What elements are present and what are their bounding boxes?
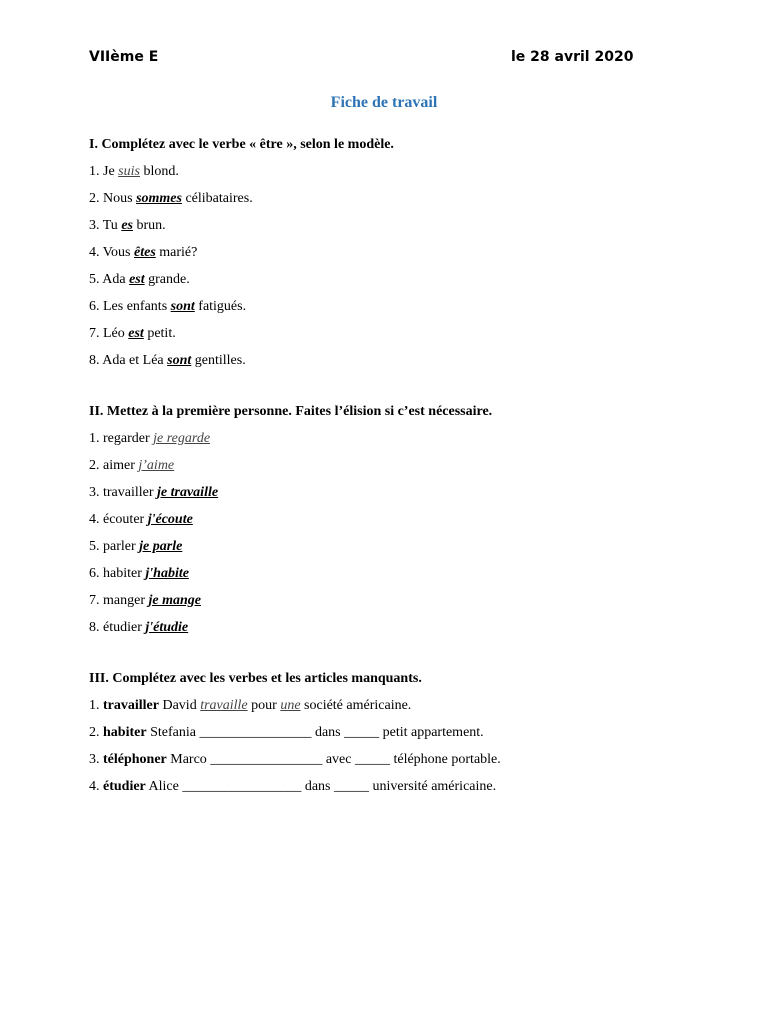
section-3-heading: III. Complétez avec les verbes et les articles manquants. bbox=[89, 671, 422, 686]
item-text: petit. bbox=[147, 326, 176, 341]
item-text: Les enfants bbox=[103, 299, 168, 314]
item-number: 4. bbox=[89, 245, 100, 260]
exercise-2-item bbox=[89, 429, 492, 456]
item-subject: David bbox=[162, 698, 197, 713]
answer-word: j'écoute bbox=[147, 512, 193, 527]
item-number: 3. bbox=[89, 218, 100, 233]
answer-word: suis bbox=[118, 164, 140, 179]
item-verb: regarder bbox=[103, 431, 150, 446]
class-label: VIIème E bbox=[89, 49, 159, 65]
verb-answer: travaille bbox=[200, 698, 248, 713]
exercise-2-item bbox=[89, 591, 492, 618]
item-text: Vous bbox=[102, 245, 131, 260]
item-text: grande. bbox=[148, 272, 190, 287]
item-text: dans bbox=[304, 779, 331, 794]
article-blank: _____ bbox=[354, 752, 390, 767]
item-text: Je bbox=[103, 164, 115, 179]
answer-word: est bbox=[129, 272, 145, 287]
exercise-1-item bbox=[89, 162, 394, 189]
item-number: 1. bbox=[89, 698, 100, 713]
item-text: Tu bbox=[102, 218, 118, 233]
item-number: 7. bbox=[89, 326, 100, 341]
answer-word: je regarde bbox=[153, 431, 211, 446]
item-verb: parler bbox=[103, 539, 136, 554]
exercise-1-item bbox=[89, 351, 394, 378]
item-text: dans bbox=[314, 725, 341, 740]
answer-word: je parle bbox=[139, 539, 183, 554]
item-number: 5. bbox=[89, 272, 100, 287]
answer-word: j'étudie bbox=[145, 620, 189, 635]
exercise-2-item bbox=[89, 456, 492, 483]
exercise-3-item bbox=[89, 750, 501, 777]
page-title: Fiche de travail bbox=[330, 94, 438, 111]
item-verb: habiter bbox=[103, 566, 142, 581]
item-number: 4. bbox=[89, 512, 100, 527]
item-text: célibataires. bbox=[185, 191, 253, 206]
item-verb: manger bbox=[103, 593, 145, 608]
item-text: Léo bbox=[103, 326, 125, 341]
item-number: 8. bbox=[89, 353, 100, 368]
exercise-2-item bbox=[89, 510, 492, 537]
item-number: 4. bbox=[89, 779, 100, 794]
item-text: fatigués. bbox=[198, 299, 247, 314]
answer-word: sont bbox=[170, 299, 195, 314]
item-text: brun. bbox=[136, 218, 166, 233]
item-text: gentilles. bbox=[194, 353, 246, 368]
item-text: Ada et Léa bbox=[102, 353, 164, 368]
item-verb: travailler bbox=[103, 485, 154, 500]
item-number: 3. bbox=[89, 752, 100, 767]
article-blank: _____ bbox=[334, 779, 369, 794]
item-number: 6. bbox=[89, 299, 100, 314]
item-verb: téléphoner bbox=[103, 752, 167, 767]
item-text: petit appartement. bbox=[382, 725, 484, 740]
exercise-3-item bbox=[89, 723, 501, 750]
answer-word: sommes bbox=[136, 191, 182, 206]
answer-word: je travaille bbox=[157, 485, 219, 500]
article-answer: une bbox=[280, 698, 301, 713]
item-text: université américaine. bbox=[372, 779, 497, 794]
item-text: société américaine. bbox=[304, 698, 412, 713]
section-1 bbox=[89, 135, 394, 378]
exercise-1-item bbox=[89, 243, 394, 270]
exercise-2-item bbox=[89, 564, 492, 591]
item-verb: habiter bbox=[103, 725, 147, 740]
item-number: 8. bbox=[89, 620, 100, 635]
item-number: 3. bbox=[89, 485, 100, 500]
item-number: 2. bbox=[89, 458, 100, 473]
item-text: blond. bbox=[143, 164, 179, 179]
item-verb: étudier bbox=[103, 620, 142, 635]
article-blank: _____ bbox=[344, 725, 380, 740]
item-text: Nous bbox=[103, 191, 133, 206]
item-subject: Alice bbox=[148, 779, 179, 794]
item-text: avec bbox=[325, 752, 352, 767]
item-text: pour bbox=[251, 698, 277, 713]
exercise-3-item bbox=[89, 777, 501, 804]
item-number: 1. bbox=[89, 431, 100, 446]
answer-word: est bbox=[128, 326, 144, 341]
verb-blank: ________________ bbox=[199, 725, 312, 740]
answer-word: êtes bbox=[134, 245, 156, 260]
item-text: téléphone portable. bbox=[393, 752, 501, 767]
exercise-1-item bbox=[89, 324, 394, 351]
answer-word: j'habite bbox=[145, 566, 189, 581]
item-verb: écouter bbox=[103, 512, 145, 527]
item-subject: Marco bbox=[170, 752, 207, 767]
exercise-3-item bbox=[89, 696, 501, 723]
item-number: 5. bbox=[89, 539, 100, 554]
verb-blank: _________________ bbox=[182, 779, 302, 794]
item-verb: aimer bbox=[103, 458, 135, 473]
exercise-1-item bbox=[89, 297, 394, 324]
item-number: 2. bbox=[89, 191, 100, 206]
date-label: le 28 avril 2020 bbox=[511, 49, 634, 65]
exercise-1-item bbox=[89, 270, 394, 297]
item-number: 2. bbox=[89, 725, 100, 740]
exercise-2-item bbox=[89, 537, 492, 564]
item-text: marié? bbox=[159, 245, 198, 260]
item-number: 7. bbox=[89, 593, 100, 608]
item-verb: travailler bbox=[103, 698, 159, 713]
exercise-1-item bbox=[89, 216, 394, 243]
exercise-2-item bbox=[89, 483, 492, 510]
exercise-1-item bbox=[89, 189, 394, 216]
section-2 bbox=[89, 402, 492, 645]
item-number: 1. bbox=[89, 164, 100, 179]
answer-word: sont bbox=[167, 353, 192, 368]
item-text: Ada bbox=[102, 272, 126, 287]
item-number: 6. bbox=[89, 566, 100, 581]
answer-word: es bbox=[121, 218, 133, 233]
exercise-2-item bbox=[89, 618, 492, 645]
verb-blank: ________________ bbox=[210, 752, 323, 767]
answer-word: je mange bbox=[148, 593, 201, 608]
section-1-heading: I. Complétez avec le verbe « être », selon le modèle. bbox=[89, 137, 394, 152]
section-3 bbox=[89, 669, 501, 804]
section-2-heading: II. Mettez à la première personne. Faites l’élision si c’est nécessaire. bbox=[89, 404, 493, 419]
answer-word: j’aime bbox=[138, 458, 175, 473]
item-subject: Stefania bbox=[150, 725, 196, 740]
item-verb: étudier bbox=[103, 779, 146, 794]
